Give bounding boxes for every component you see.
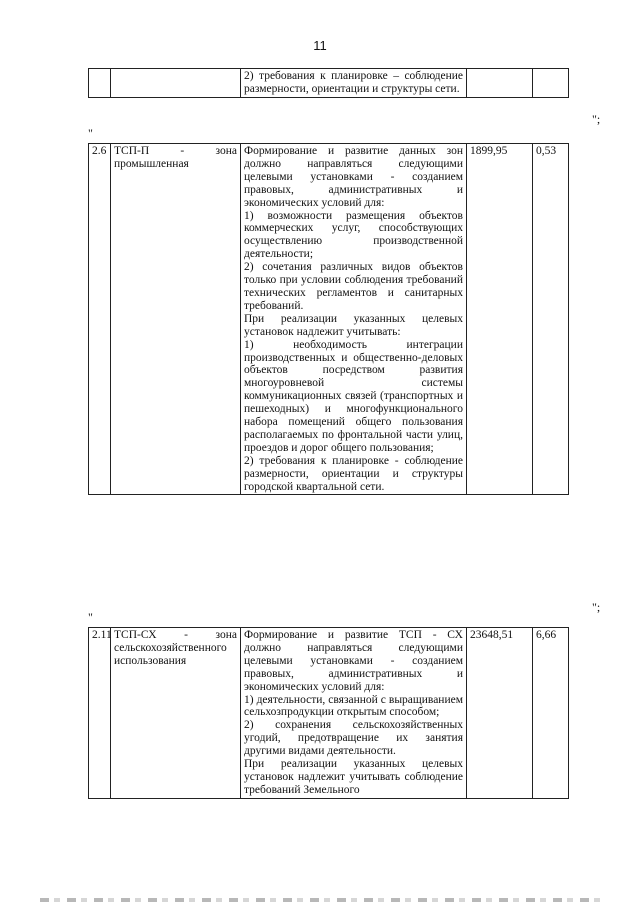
paragraph: Формирование и развитие данных зон должно направляться следующими целевыми установками - созданием правовых, административных и экономических условий для: (244, 145, 463, 209)
table-row (89, 628, 569, 799)
scan-artifact (40, 898, 600, 902)
cell-area (467, 69, 533, 98)
paragraph: 1) необходимость интеграции производственных и общественно-деловых объектов посредством развития многоуровневой системы коммуникационных связей (транспортных и пешеходных) и многофункционального набора помещений общего пользования располагаемых по фронтальной части улиц, проездов и дорог общего пользования; (244, 338, 463, 454)
cell-num: 2.6 (89, 144, 111, 495)
cell-zone: ТСП-СХ - зона сельскохозяйственного использования (111, 628, 241, 799)
cell-zone: ТСП-П - зона промышленная (111, 144, 241, 495)
paragraph: 2) сочетания различных видов объектов только при условии соблюдения требований технических регламентов и санитарных требований. (244, 261, 463, 312)
cell-description: 2) требования к планировке – соблюдение размерности, ориентации и структуры сети. (241, 69, 467, 98)
quote-open: " (88, 126, 93, 140)
cell-area: 1899,95 (467, 144, 533, 495)
cell-share: 6,66 (533, 628, 569, 799)
paragraph: 2) сохранения сельскохозяйственных угодий, предотвращение их занятия другими видами деятельности. (244, 719, 463, 758)
table-zone-2-11 (88, 627, 569, 799)
table-zone-2-6 (88, 143, 569, 495)
cell-area: 23648,51 (467, 628, 533, 799)
table-row (89, 69, 569, 98)
paragraph: 1) возможности размещения объектов коммерческих услуг, способствующих осуществлению производственной деятельности; (244, 209, 463, 261)
cell-share (533, 69, 569, 98)
page-number: 11 (313, 38, 327, 53)
cell-num: 2.11 (89, 628, 111, 799)
table-row (89, 144, 569, 495)
paragraph: Формирование и развитие ТСП - СХ должно направляться следующими целевыми установками - созданием правовых, административных и экономических условий для: (244, 629, 463, 693)
cell-share: 0,53 (533, 144, 569, 495)
cell-description (241, 628, 467, 799)
quote-open: " (88, 610, 93, 624)
table-continuation (88, 68, 569, 98)
quote-close: "; (592, 112, 601, 126)
paragraph: При реализации указанных целевых установок надлежит учитывать соблюдение требований Земельного (244, 758, 463, 796)
paragraph: 2) требования к планировке - соблюдение размерности, ориентации и структуры городской квартальной сети. (244, 454, 463, 493)
paragraph: 1) деятельности, связанной с выращиванием сельхозпродукции открытым способом; (244, 693, 463, 719)
cell-zone (111, 69, 241, 98)
cell-num (89, 69, 111, 98)
paragraph: При реализации указанных целевых установок надлежит учитывать: (244, 312, 463, 338)
quote-close: "; (592, 600, 601, 614)
cell-description (241, 144, 467, 495)
